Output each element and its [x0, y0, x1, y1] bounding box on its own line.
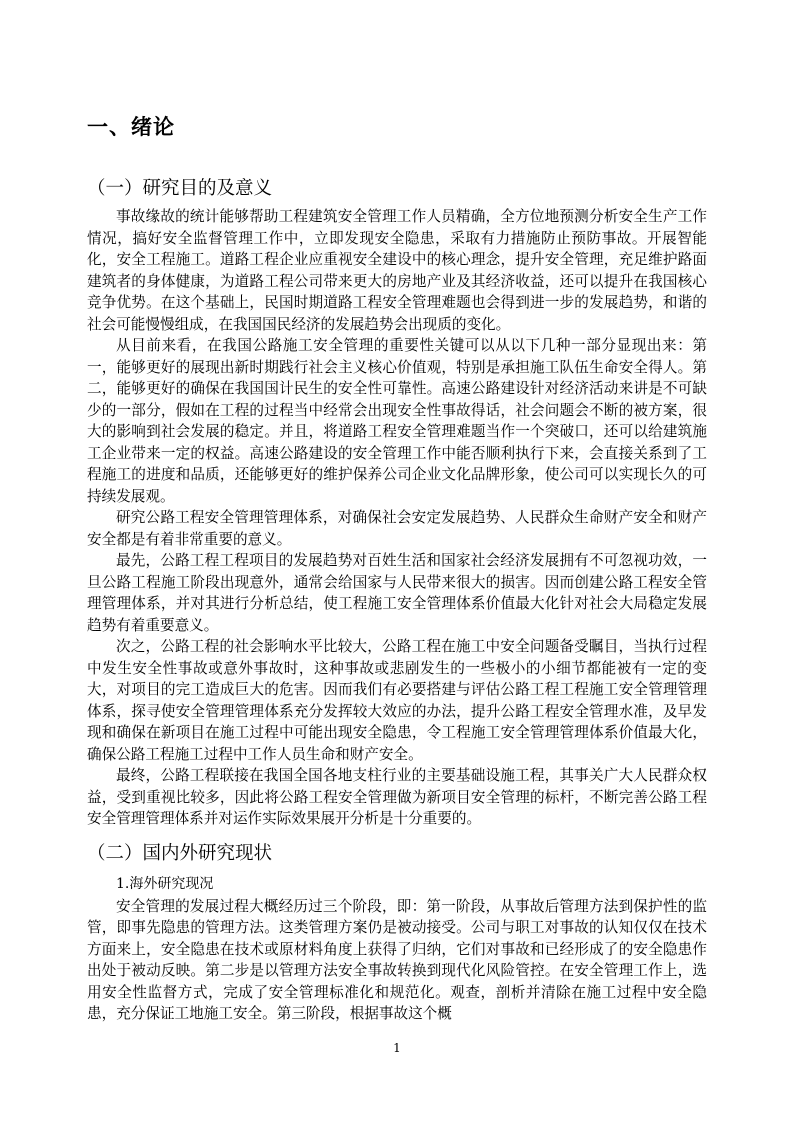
body-paragraph: 研究公路工程安全管理管理体系，对确保社会安定发展趋势、人民群众生命财产安全和财产安全都是有着非常重要的意义。: [87, 509, 707, 548]
section-body-research-status: [87, 874, 707, 1025]
subsection-heading-overseas: 1.海外研究现况: [116, 876, 214, 892]
page-number: 1: [393, 1041, 401, 1055]
section-body-purpose: [87, 206, 707, 830]
body-paragraph: 最终，公路工程联接在我国全国各地支柱行业的主要基础设施工程，其事关广大人民群众权益，受到重视比较多，因此将公路工程安全管理做为新项目安全管理的标杆，不断完善公路工程安全管理管理体系并对运作实际效果展开分析是十分重要的。: [87, 767, 707, 827]
body-paragraph: 从目前来看，在我国公路施工安全管理的重要性关键可以从以下几种一部分显现出来：第一，能够更好的展现出新时期践行社会主义核心价值观，特别是承担施工队伍生命安全得人。第二，能够更好的确保在我国国计民生的安全性可靠性。高速公路建设针对经济活动来讲是不可缺少的一部分，假如在工程的过程当中经常会出现安全性事故得话，社会问题会不断的被方案，很大的影响到社会发展的稳定。并且，将道路工程安全管理难题当作一个突破口，还可以给建筑施工企业带来一定的权益。高速公路建设的安全管理工作中能否顺利执行下来，会直接关系到了工程施工的进度和品质，还能够更好的维护保养公司企业文化品牌形象，使公司可以实现长久的可持续发展观。: [87, 337, 707, 505]
section-heading-research-status: （二）国内外研究现状: [87, 843, 273, 864]
body-paragraph: 安全管理的发展过程大概经历过三个阶段，即：第一阶段，从事故后管理方法到保护性的监管，即事先隐患的管理方法。这类管理方案仍是被动接受。公司与职工对事故的认知仅仅在技术方面来上，安全隐患在技术或原材料角度上获得了归纳，它们对事故和已经形成了的安全隐患作出处于被动反映。第二步是以管理方法安全事故转换到现代化风险管控。在安全管理工作上，选用安全性监督方式，完成了安全管理标准化和规范化。观查，剖析并清除在施工过程中安全隐患，充分保证工地施工安全。第三阶段，根据事故这个概: [87, 897, 707, 1022]
chapter-heading: 一、绪论: [87, 115, 175, 139]
body-paragraph: 最先，公路工程工程项目的发展趋势对百姓生活和国家社会经济发展拥有不可忽视功效，一旦公路工程施工阶段出现意外，通常会给国家与人民带来很大的损害。因而创建公路工程安全管理管理体系，并对其进行分析总结，使工程施工安全管理体系价值最大化针对社会大局稳定发展趋势有着重要意义。: [87, 552, 707, 634]
body-paragraph: 事故缘故的统计能够帮助工程建筑安全管理工作人员精确，全方位地预测分析安全生产工作情况，搞好安全监督管理工作中，立即发现安全隐患，采取有力措施防止预防事故。开展智能化，安全工程施工。道路工程企业应重视安全建设中的核心理念，提升安全管理，充足维护路面建筑者的身体健康，为道路工程公司带来更大的房地产业及其经济收益，还可以提升在我国核心竞争优势。在这个基础上，民国时期道路工程安全管理难题也会得到进一步的发展趋势，和谐的社会可能慢慢组成，在我国国民经济的发展趋势会出现质的变化。: [87, 208, 707, 333]
section-heading-purpose: （一）研究目的及意义: [87, 178, 273, 199]
body-paragraph: 次之，公路工程的社会影响水平比较大，公路工程在施工中安全问题备受瞩目，当执行过程中发生安全性事故或意外事故时，这种事故或悲剧发生的一些极小的小细节都能被有一定的变大，对项目的完工造成巨大的危害。因而我们有必要搭建与评估公路工程工程施工安全管理管理体系，探寻使安全管理管理体系充分发挥较大效应的办法，提升公路工程安全管理水准，及早发现和确保在新项目在施工过程中可能出现安全隐患，令工程施工安全管理管理体系价值最大化，确保公路工程施工过程中工作人员生命和财产安全。: [87, 638, 707, 763]
